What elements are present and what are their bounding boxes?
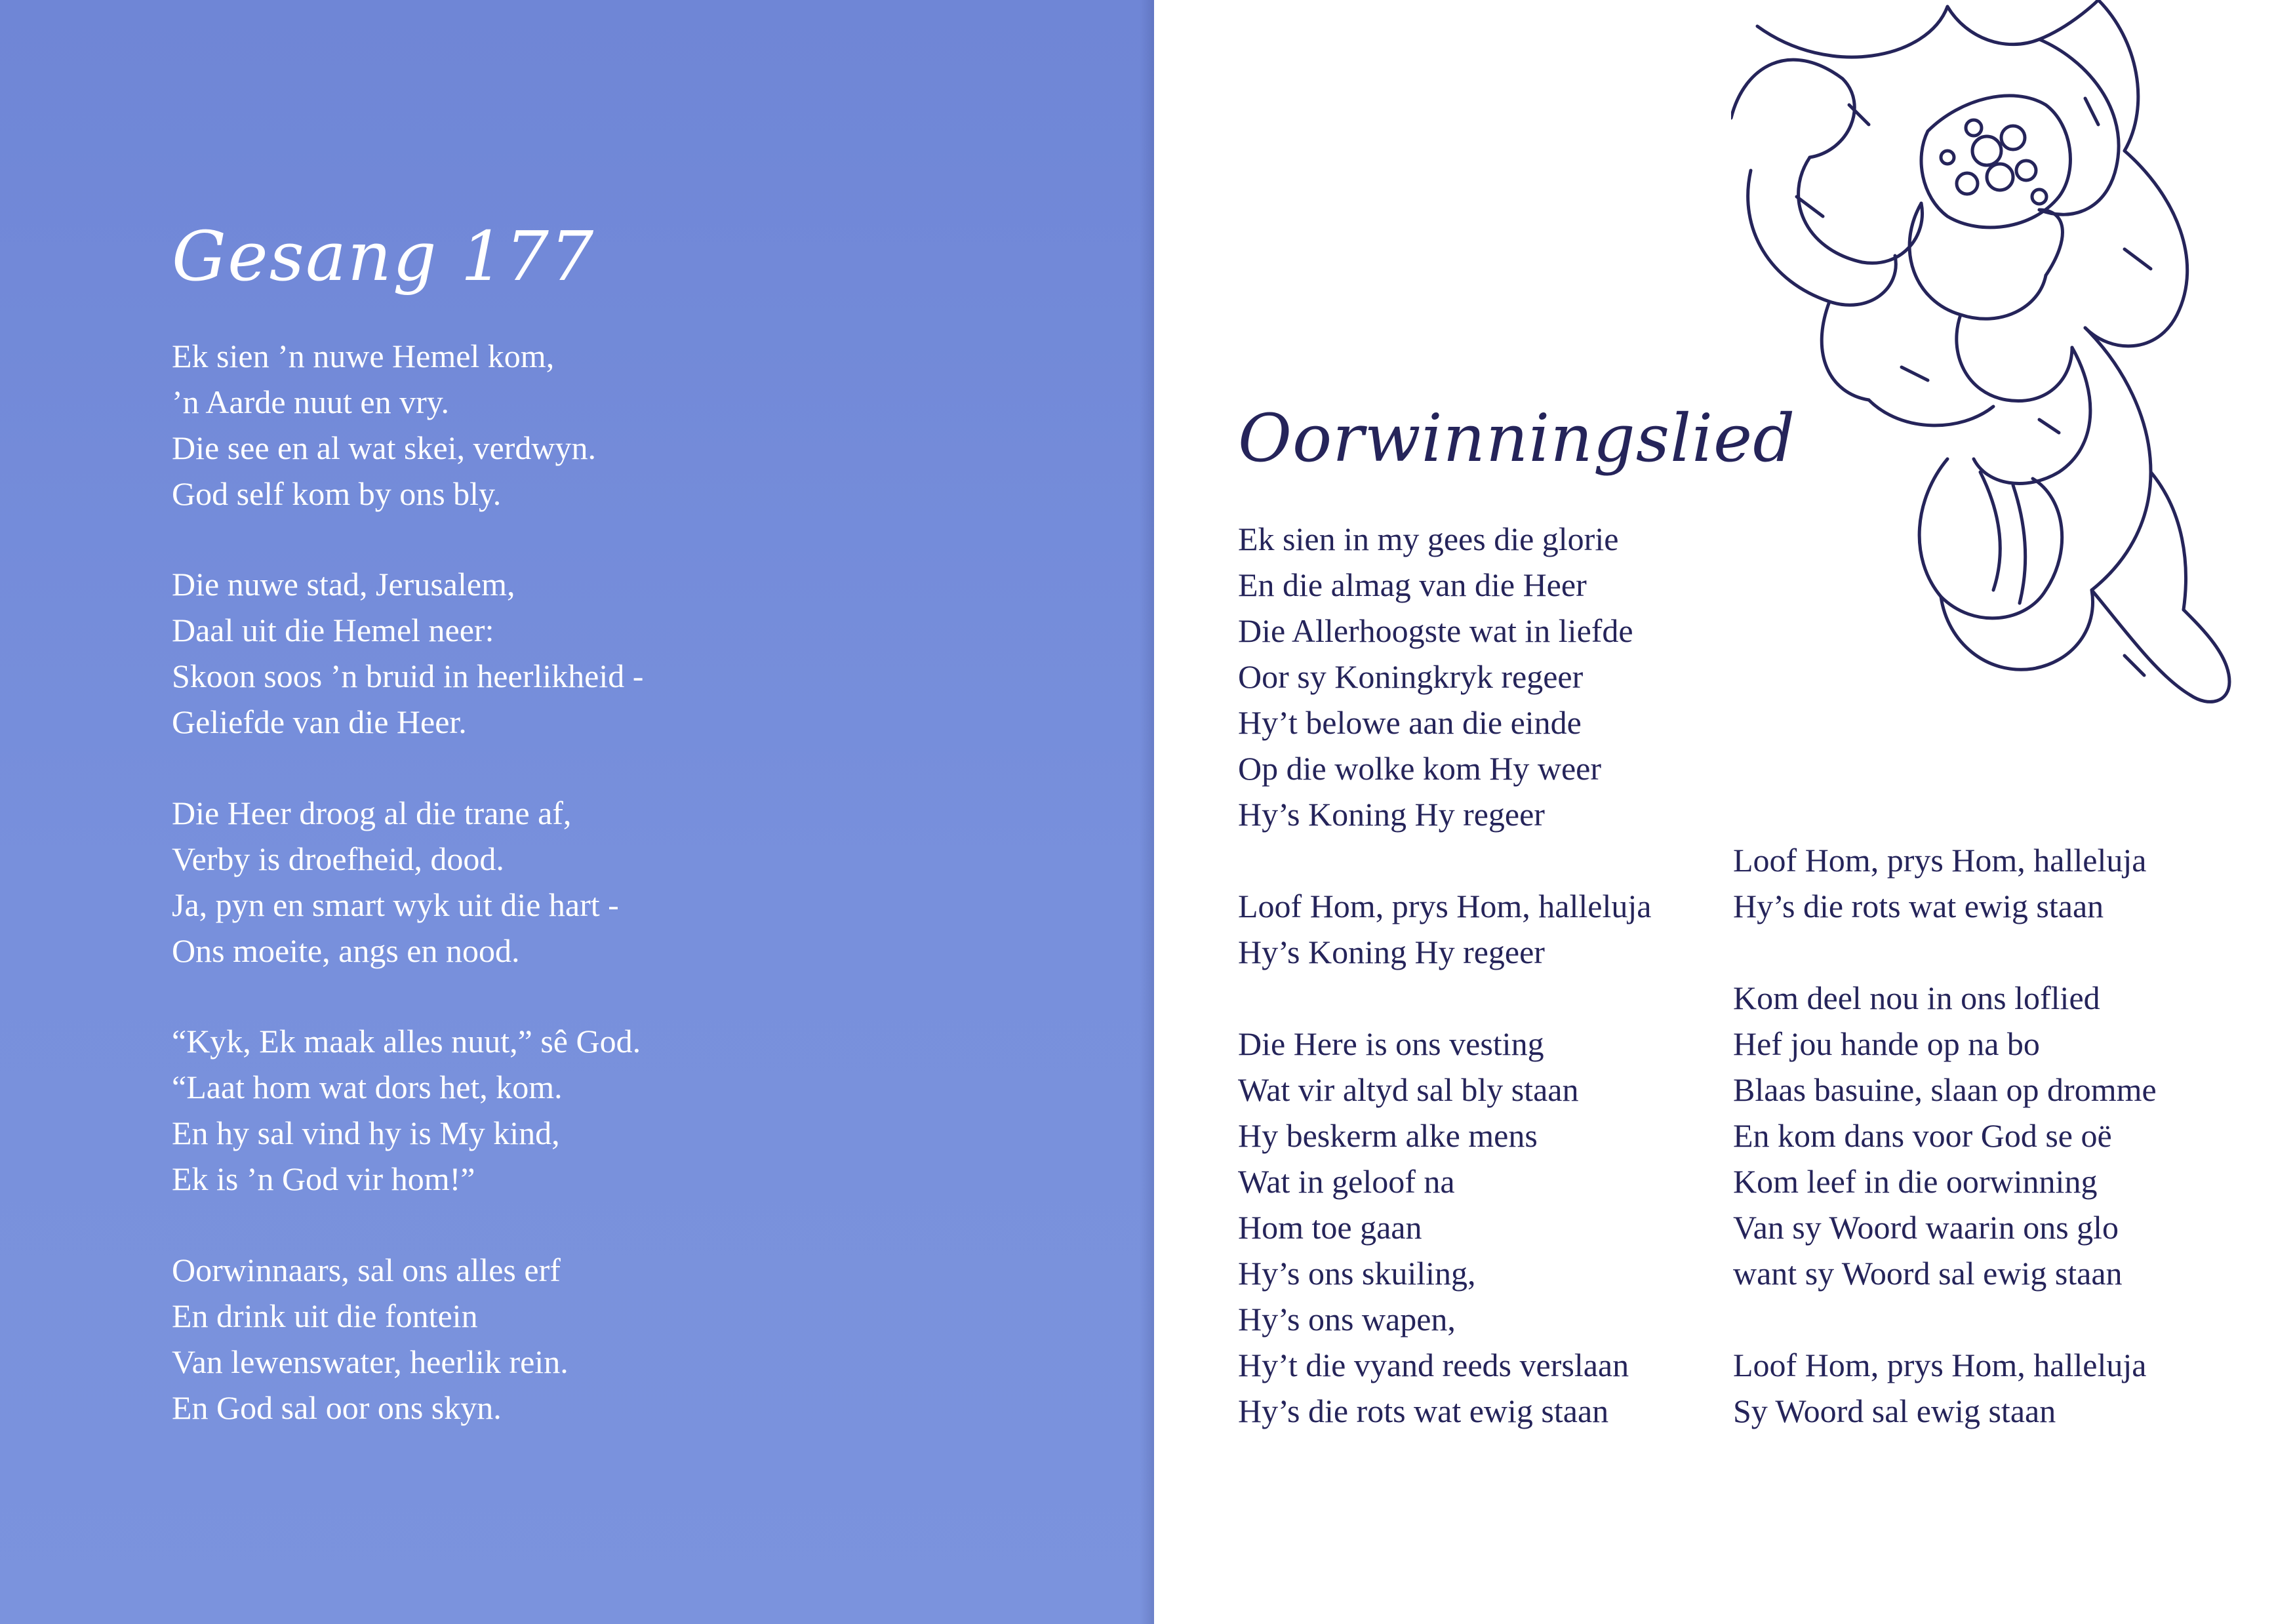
- verse-line: Verby is droefheid, dood.: [172, 841, 504, 877]
- verse-line: God self kom by ons bly.: [172, 475, 502, 512]
- verse-line: Wat vir altyd sal bly staan: [1238, 1071, 1579, 1108]
- verse-line: Hy’s Koning Hy regeer: [1238, 934, 1545, 970]
- left-stanza-4: [172, 1018, 641, 1202]
- left-page-title: Gesang 177: [172, 216, 595, 296]
- verse-line: “Kyk, Ek maak alles nuut,” sê God.: [172, 1023, 641, 1060]
- left-stanza-5: [172, 1247, 569, 1431]
- verse-line: Hy beskerm alke mens: [1238, 1117, 1538, 1154]
- verse-line: Hy’t belowe aan die einde: [1238, 704, 1582, 741]
- left-stanza-3: [172, 790, 619, 974]
- left-stanza-2: [172, 561, 643, 745]
- right-col1-stanza-2: [1238, 883, 1651, 975]
- verse-line: Van lewenswater, heerlik rein.: [172, 1343, 569, 1380]
- verse-line: Geliefde van die Heer.: [172, 703, 467, 740]
- verse-line: Ek sien in my gees die glorie: [1238, 521, 1619, 557]
- right-page-title: Oorwinningslied: [1238, 400, 1796, 477]
- verse-line: Oor sy Koningkryk regeer: [1238, 658, 1584, 695]
- verse-line: Blaas basuine, slaan op dromme: [1733, 1071, 2157, 1108]
- verse-line: Ek is ’n God vir hom!”: [172, 1160, 475, 1197]
- verse-line: Kom deel nou in ons loflied: [1733, 980, 2100, 1016]
- verse-line: Hy’s die rots wat ewig staan: [1733, 888, 2104, 924]
- verse-line: Op die wolke kom Hy weer: [1238, 750, 1602, 787]
- verse-line: Wat in geloof na: [1238, 1163, 1455, 1200]
- verse-line: Ons moeite, angs en nood.: [172, 932, 520, 969]
- verse-line: Die Here is ons vesting: [1238, 1025, 1544, 1062]
- verse-line: Die nuwe stad, Jerusalem,: [172, 566, 515, 603]
- verse-line: Hom toe gaan: [1238, 1209, 1422, 1246]
- verse-line: Sy Woord sal ewig staan: [1733, 1393, 2056, 1429]
- right-col2-stanza-3: [1733, 1342, 2146, 1434]
- page-fold: [1140, 0, 1154, 1624]
- verse-line: ’n Aarde nuut en vry.: [172, 384, 450, 420]
- verse-line: Die Allerhoogste wat in liefde: [1238, 612, 1633, 649]
- verse-line: Hy’s ons skuiling,: [1238, 1255, 1476, 1292]
- verse-line: Loof Hom, prys Hom, halleluja: [1733, 842, 2147, 879]
- right-col1-stanza-3: [1238, 1021, 1629, 1434]
- verse-line: want sy Woord sal ewig staan: [1733, 1255, 2123, 1292]
- verse-line: Die see en al wat skei, verdwyn.: [172, 429, 596, 466]
- right-col2-stanza-1: [1733, 837, 2146, 929]
- verse-line: Hef jou hande op na bo: [1733, 1025, 2040, 1062]
- verse-line: Hy’s Koning Hy regeer: [1238, 796, 1545, 833]
- verse-line: Loof Hom, prys Hom, halleluja: [1733, 1347, 2147, 1383]
- verse-line: Hy’s ons wapen,: [1238, 1301, 1456, 1337]
- verse-line: Hy’t die vyand reeds verslaan: [1238, 1347, 1629, 1383]
- verse-line: Die Heer droog al die trane af,: [172, 795, 572, 831]
- right-col1-stanza-1: [1238, 516, 1633, 837]
- verse-line: En drink uit die fontein: [172, 1297, 478, 1334]
- verse-line: Oorwinnaars, sal ons alles erf: [172, 1252, 561, 1288]
- verse-line: Ek sien ’n nuwe Hemel kom,: [172, 338, 555, 374]
- verse-line: Skoon soos ’n bruid in heerlikheid -: [172, 658, 644, 694]
- verse-line: En God sal oor ons skyn.: [172, 1389, 502, 1426]
- verse-line: Van sy Woord waarin ons glo: [1733, 1209, 2119, 1246]
- verse-line: En hy sal vind hy is My kind,: [172, 1115, 560, 1151]
- verse-line: Ja, pyn en smart wyk uit die hart -: [172, 886, 619, 923]
- verse-line: Daal uit die Hemel neer:: [172, 612, 494, 648]
- verse-line: “Laat hom wat dors het, kom.: [172, 1069, 563, 1105]
- flower-line-art-icon: [1731, 0, 2236, 747]
- verse-line: Hy’s die rots wat ewig staan: [1238, 1393, 1609, 1429]
- left-stanza-1: [172, 333, 596, 517]
- verse-line: Kom leef in die oorwinning: [1733, 1163, 2098, 1200]
- verse-line: En die almag van die Heer: [1238, 566, 1587, 603]
- right-col2-stanza-2: [1733, 975, 2157, 1296]
- verse-line: Loof Hom, prys Hom, halleluja: [1238, 888, 1652, 924]
- verse-line: En kom dans voor God se oë: [1733, 1117, 2112, 1154]
